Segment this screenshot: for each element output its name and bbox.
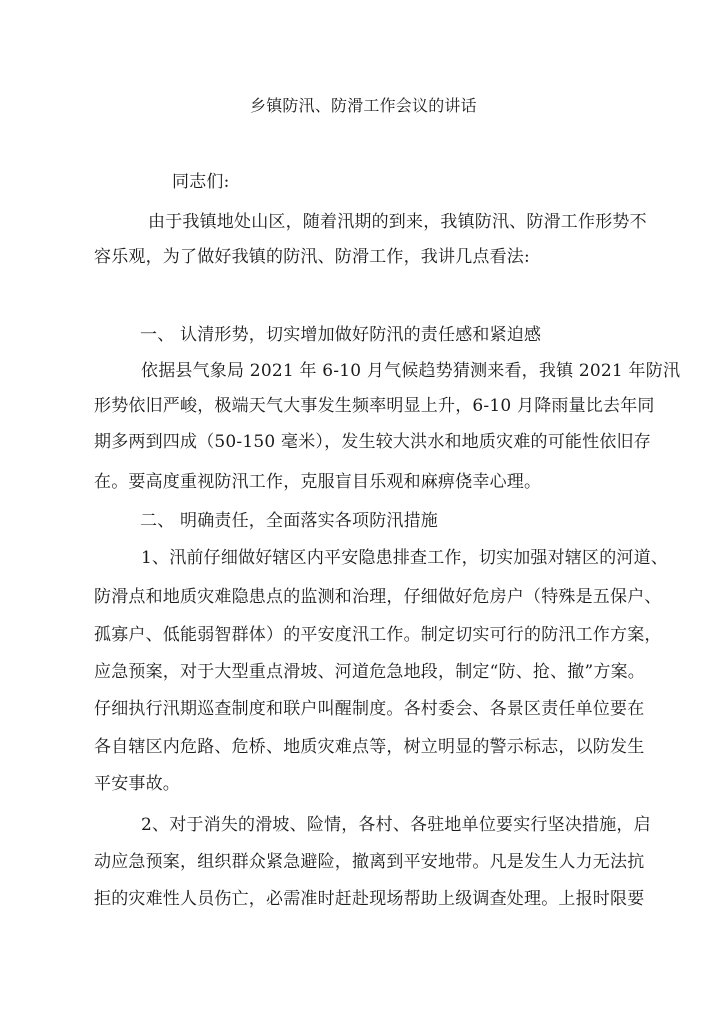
body-line: 期多两到四成（50-150 毫米），发生较大洪水和地质灾难的可能性依旧存 xyxy=(94,432,651,452)
body-line: 依据县气象局 2021 年 6-10 月气候趋势猜测来看，我镇 2021 年防汛 xyxy=(141,361,681,381)
document-title: 乡镇防汛、防滑工作会议的讲话 xyxy=(250,96,477,115)
body-line: 平安事故。 xyxy=(94,774,180,794)
body-line: 2、对于消失的滑坡、险情，各村、各驻地单位要实行坚决措施，启 xyxy=(141,815,651,835)
body-line: 孤寡户、低能弱智群体）的平安度汛工作。制定切实可行的防汛工作方案， xyxy=(94,625,662,645)
section-heading: 一、 认清形势，切实增加做好防汛的责任感和紧迫感 xyxy=(140,325,542,345)
body-line: 防滑点和地质灾难隐患点的监测和治理，仔细做好危房户（特殊是五保户、 xyxy=(94,587,662,607)
body-line: 动应急预案，组织群众紧急避险，撤离到平安地带。凡是发生人力无法抗 xyxy=(94,852,645,872)
section-heading: 二、 明确责任，全面落实各项防汛措施 xyxy=(140,511,439,531)
body-line: 形势依旧严峻，极端天气大事发生频率明显上升，6-10 月降雨量比去年同 xyxy=(94,396,655,416)
body-line: 拒的灾难性人员伤亡，必需准时赶赴现场帮助上级调查处理。上报时限要 xyxy=(94,889,645,909)
body-line: 1、汛前仔细做好辖区内平安隐患排查工作，切实加强对辖区的河道、 xyxy=(141,548,669,568)
body-line: 在。要高度重视防汛工作，克服盲目乐观和麻痹侥幸心理。 xyxy=(94,472,542,492)
body-line: 应急预案，对于大型重点滑坡、河道危急地段，制定“防、抢、撤”方案。 xyxy=(94,662,645,682)
salutation: 同志们: xyxy=(172,172,230,192)
body-line: 各自辖区内危路、危桥、地质灾难点等，树立明显的警示标志，以防发生 xyxy=(94,737,645,757)
intro-line: 由于我镇地处山区，随着汛期的到来，我镇防汛、防滑工作形势不 xyxy=(148,212,647,232)
intro-line: 容乐观，为了做好我镇的防汛、防滑工作，我讲几点看法: xyxy=(94,247,530,267)
body-line: 仔细执行汛期巡查制度和联户叫醒制度。各村委会、各景区责任单位要在 xyxy=(94,699,645,719)
